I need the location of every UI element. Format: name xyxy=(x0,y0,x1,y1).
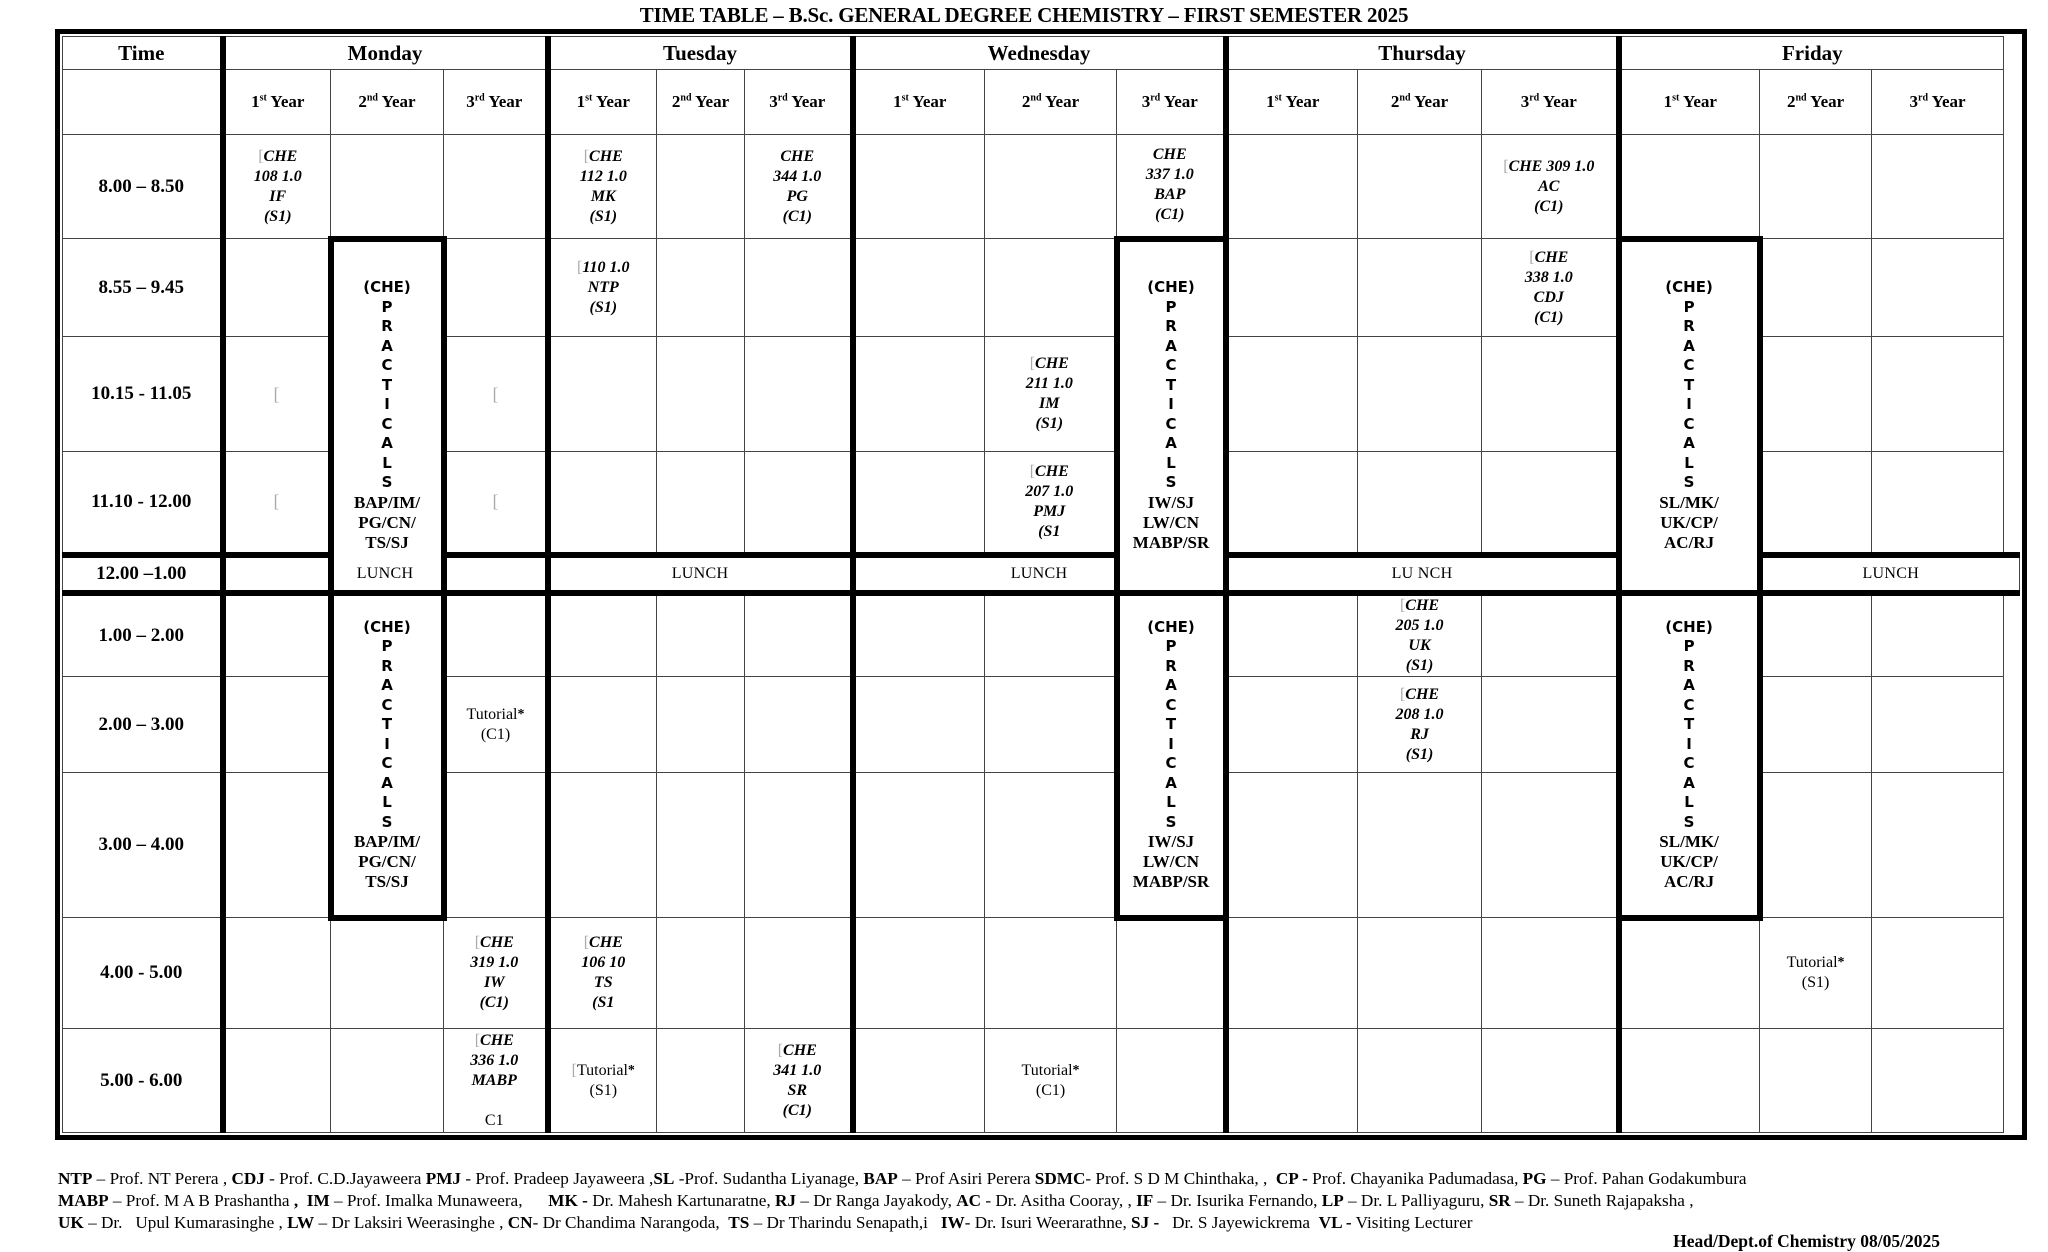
empty-slot xyxy=(853,452,985,555)
empty-slot xyxy=(331,135,444,239)
year-header-wednesday-3: 3rd Year xyxy=(1117,70,1226,135)
empty-slot xyxy=(745,773,853,918)
empty-slot xyxy=(1226,593,1358,677)
practical-block[interactable]: (CHE) P R A C T I C A L S SL/MK/ UK/CP/ AC/RJ xyxy=(1619,593,1760,918)
empty-slot xyxy=(657,239,745,337)
time-slot: 11.10 - 12.00 xyxy=(63,452,223,555)
year-header-thursday-3: 3rd Year xyxy=(1482,70,1619,135)
empty-slot xyxy=(1358,1029,1482,1133)
legend-name: – Prof Asiri Perera xyxy=(897,1169,1035,1188)
course-slot[interactable]: [CHE 341 1.0 SR (C1) xyxy=(745,1029,853,1133)
empty-slot xyxy=(444,773,548,918)
empty-slot xyxy=(331,918,444,1029)
empty-slot xyxy=(745,593,853,677)
empty-slot xyxy=(1760,452,1872,555)
empty-slot xyxy=(444,239,548,337)
empty-slot xyxy=(745,677,853,773)
empty-slot xyxy=(1872,773,2004,918)
course-slot[interactable]: [CHE 319 1.0 IW (C1) xyxy=(444,918,548,1029)
empty-slot xyxy=(853,239,985,337)
empty-slot xyxy=(657,135,745,239)
empty-slot xyxy=(1760,1029,1872,1133)
legend-line xyxy=(58,1168,2038,1190)
year-header-wednesday-1: 1st Year xyxy=(853,70,985,135)
legend-abbr: CN xyxy=(507,1213,533,1232)
empty-slot xyxy=(1619,1029,1760,1133)
legend-abbr: UK xyxy=(58,1213,84,1232)
empty-slot xyxy=(1226,135,1358,239)
course-slot[interactable]: CHE 337 1.0 BAP (C1) xyxy=(1117,135,1226,239)
time-slot-row xyxy=(63,239,2020,337)
empty-slot xyxy=(853,677,985,773)
legend-name: – Prof. Pahan Godakumbura xyxy=(1546,1169,1747,1188)
empty-slot xyxy=(1226,918,1358,1029)
legend-abbr: TS xyxy=(728,1213,750,1232)
empty-slot xyxy=(985,135,1117,239)
empty-slot: [ xyxy=(444,452,548,555)
legend-abbr: IW xyxy=(940,1213,965,1232)
time-slot-row xyxy=(63,593,2020,677)
year-header-thursday-1: 1st Year xyxy=(1226,70,1358,135)
legend-abbr: LP xyxy=(1321,1191,1344,1210)
timetable xyxy=(62,36,2020,1133)
day-header-tuesday: Tuesday xyxy=(548,37,853,70)
legend-name: – Prof. Imalka Munaweera, xyxy=(329,1191,549,1210)
time-slot-row xyxy=(63,1029,2020,1133)
time-header-blank xyxy=(63,70,223,135)
legend-name: Prof. Chayanika Padumadasa, xyxy=(1307,1169,1523,1188)
empty-slot xyxy=(745,918,853,1029)
empty-slot xyxy=(444,135,548,239)
empty-slot xyxy=(1482,773,1619,918)
legend-name: -Prof. Sudantha Liyanage, xyxy=(674,1169,864,1188)
empty-slot xyxy=(657,1029,745,1133)
empty-slot xyxy=(548,593,657,677)
legend-line xyxy=(58,1190,2038,1212)
empty-slot xyxy=(853,918,985,1029)
legend-abbr: NTP xyxy=(58,1169,93,1188)
legend-abbr: , IM xyxy=(293,1191,330,1210)
empty-slot xyxy=(1482,918,1619,1029)
day-header-friday: Friday xyxy=(1619,37,2004,70)
lunch-tuesday: LUNCH xyxy=(548,555,853,593)
course-slot[interactable]: [CHE 208 1.0 RJ (S1) xyxy=(1358,677,1482,773)
practical-block[interactable]: (CHE) P R A C T I C A L S IW/SJ LW/CN MABP/SR xyxy=(1117,593,1226,918)
empty-slot: [ xyxy=(223,337,331,452)
year-header-friday-2: 2nd Year xyxy=(1760,70,1872,135)
year-header-monday-3: 3rd Year xyxy=(444,70,548,135)
page-title: TIME TABLE – B.Sc. GENERAL DEGREE CHEMISTRY – FIRST SEMESTER 2025 xyxy=(639,3,1409,27)
empty-slot xyxy=(223,773,331,918)
legend-name: – Prof. NT Perera , xyxy=(92,1169,232,1188)
legend-abbr: BAP xyxy=(863,1169,898,1188)
year-header-monday-1: 1st Year xyxy=(223,70,331,135)
legend-name: – Dr. L Palliyaguru, xyxy=(1343,1191,1489,1210)
time-slot-row xyxy=(63,918,2020,1029)
empty-slot xyxy=(1619,135,1760,239)
course-slot[interactable]: [CHE 108 1.0 IF (S1) xyxy=(223,135,331,239)
empty-slot xyxy=(657,773,745,918)
timetable-frame xyxy=(55,29,2027,1140)
empty-slot xyxy=(1482,337,1619,452)
empty-slot xyxy=(985,677,1117,773)
tutorial-slot[interactable]: Tutorial* (C1) xyxy=(985,1029,1117,1133)
time-header: Time xyxy=(63,37,223,70)
legend-name: – Dr. Isurika Fernando, xyxy=(1153,1191,1322,1210)
legend-name: Dr. S Jayewickrema xyxy=(1159,1213,1319,1232)
practical-block[interactable]: (CHE) P R A C T I C A L S IW/SJ LW/CN MABP/SR xyxy=(1117,239,1226,593)
empty-slot xyxy=(1872,239,2004,337)
empty-slot xyxy=(223,918,331,1029)
empty-slot xyxy=(331,1029,444,1133)
year-header-tuesday-2: 2nd Year xyxy=(657,70,745,135)
signature: Head/Dept.of Chemistry 08/05/2025 xyxy=(1673,1231,1940,1251)
empty-slot xyxy=(1872,337,2004,452)
empty-slot xyxy=(1872,452,2004,555)
legend-abbr: PMJ xyxy=(425,1169,462,1188)
empty-slot xyxy=(1358,239,1482,337)
legend-name: – Dr Laksiri Weerasinghe , xyxy=(314,1213,508,1232)
year-header-thursday-2: 2nd Year xyxy=(1358,70,1482,135)
practical-block[interactable]: (CHE) P R A C T I C A L S SL/MK/ UK/CP/ AC/RJ xyxy=(1619,239,1760,593)
empty-slot xyxy=(745,337,853,452)
legend-abbr: PG xyxy=(1522,1169,1547,1188)
year-header-wednesday-2: 2nd Year xyxy=(985,70,1117,135)
legend-name: – Dr Tharindu Senapath,i xyxy=(749,1213,941,1232)
course-slot[interactable]: [CHE 338 1.0 CDJ (C1) xyxy=(1482,239,1619,337)
legend-name: – Prof. M A B Prashantha xyxy=(108,1191,294,1210)
empty-slot xyxy=(1482,677,1619,773)
course-slot[interactable]: [110 1.0 NTP (S1) xyxy=(548,239,657,337)
lecturer-legend xyxy=(58,1168,2038,1234)
legend-name: - Prof. S D M Chinthaka, , xyxy=(1085,1169,1276,1188)
course-slot[interactable]: [CHE 106 10 TS (S1 xyxy=(548,918,657,1029)
empty-slot xyxy=(1872,677,2004,773)
empty-slot xyxy=(1358,452,1482,555)
empty-slot xyxy=(1619,918,1760,1029)
empty-slot xyxy=(1872,135,2004,239)
year-header-row xyxy=(63,70,2020,135)
empty-slot xyxy=(548,773,657,918)
empty-slot: [ xyxy=(444,337,548,452)
course-slot[interactable]: [CHE 336 1.0 MABP C1 xyxy=(444,1029,548,1133)
empty-slot xyxy=(223,593,331,677)
lunch-wednesday: LUNCH xyxy=(853,555,1226,593)
time-slot: 12.00 –1.00 xyxy=(63,555,223,593)
empty-slot xyxy=(548,677,657,773)
legend-abbr: AC xyxy=(956,1191,982,1210)
legend-abbr: MABP xyxy=(58,1191,109,1210)
empty-slot xyxy=(548,452,657,555)
empty-slot xyxy=(1760,135,1872,239)
time-slot: 5.00 - 6.00 xyxy=(63,1029,223,1133)
empty-slot xyxy=(985,593,1117,677)
legend-name: Dr. Mahesh Kartunaratne, xyxy=(587,1191,775,1210)
day-header-wednesday: Wednesday xyxy=(853,37,1226,70)
empty-slot xyxy=(223,239,331,337)
empty-slot xyxy=(1760,593,1872,677)
tutorial-slot[interactable]: Tutorial* (C1) xyxy=(444,677,548,773)
empty-slot xyxy=(1872,918,2004,1029)
empty-slot xyxy=(745,452,853,555)
empty-slot xyxy=(1760,337,1872,452)
legend-abbr: SJ - xyxy=(1131,1213,1160,1232)
legend-name: – Dr. Suneth Rajapaksha , xyxy=(1510,1191,1694,1210)
empty-slot xyxy=(853,593,985,677)
year-header-monday-2: 2nd Year xyxy=(331,70,444,135)
empty-slot xyxy=(657,677,745,773)
legend-abbr: CDJ xyxy=(231,1169,265,1188)
legend-name: - Dr. Asitha Cooray, , xyxy=(981,1191,1137,1210)
empty-slot xyxy=(853,1029,985,1133)
empty-slot xyxy=(1358,337,1482,452)
empty-slot xyxy=(1760,773,1872,918)
day-header-thursday: Thursday xyxy=(1226,37,1619,70)
course-slot[interactable]: [CHE 211 1.0 IM (S1) xyxy=(985,337,1117,452)
time-slot: 8.55 – 9.45 xyxy=(63,239,223,337)
time-slot: 4.00 - 5.00 xyxy=(63,918,223,1029)
legend-abbr: SDMC xyxy=(1034,1169,1086,1188)
year-header-friday-3: 3rd Year xyxy=(1872,70,2004,135)
empty-slot xyxy=(657,337,745,452)
legend-name: – Dr. Upul Kumarasinghe , xyxy=(83,1213,288,1232)
legend-abbr: LW xyxy=(287,1213,315,1232)
legend-name: - Prof. C.D.Jayaweera xyxy=(264,1169,426,1188)
empty-slot xyxy=(1482,1029,1619,1133)
legend-abbr: RJ xyxy=(775,1191,797,1210)
empty-slot xyxy=(745,239,853,337)
empty-slot xyxy=(1760,677,1872,773)
time-slot: 1.00 – 2.00 xyxy=(63,593,223,677)
empty-slot xyxy=(853,135,985,239)
empty-slot xyxy=(1358,918,1482,1029)
empty-slot xyxy=(1226,239,1358,337)
time-slot: 3.00 – 4.00 xyxy=(63,773,223,918)
legend-name: - Dr. Isuri Weerarathne, xyxy=(964,1213,1132,1232)
course-slot[interactable]: CHE 344 1.0 PG (C1) xyxy=(745,135,853,239)
time-slot: 10.15 - 11.05 xyxy=(63,337,223,452)
empty-slot xyxy=(1117,1029,1226,1133)
legend-abbr: MK - xyxy=(548,1191,588,1210)
course-slot[interactable]: [CHE 205 1.0 UK (S1) xyxy=(1358,593,1482,677)
legend-name: – Dr Ranga Jayakody, xyxy=(796,1191,957,1210)
course-slot[interactable]: [CHE 112 1.0 MK (S1) xyxy=(548,135,657,239)
empty-slot xyxy=(223,1029,331,1133)
empty-slot xyxy=(1226,1029,1358,1133)
empty-slot xyxy=(1226,773,1358,918)
lunch-friday: LUNCH xyxy=(1760,555,2020,593)
time-slot: 8.00 – 8.50 xyxy=(63,135,223,239)
empty-slot xyxy=(1872,1029,2004,1133)
tutorial-slot[interactable]: [Tutorial* (S1) xyxy=(548,1029,657,1133)
tutorial-slot[interactable]: Tutorial* (S1) xyxy=(1760,918,1872,1029)
legend-name: Visiting Lecturer xyxy=(1351,1213,1473,1232)
empty-slot xyxy=(223,677,331,773)
empty-slot xyxy=(657,593,745,677)
day-header-row xyxy=(63,37,2020,70)
empty-slot xyxy=(1226,337,1358,452)
year-header-tuesday-3: 3rd Year xyxy=(745,70,853,135)
legend-name: - Prof. Pradeep Jayaweera , xyxy=(461,1169,654,1188)
lunch-monday: LUNCH xyxy=(223,555,548,593)
empty-slot xyxy=(1872,593,2004,677)
course-slot[interactable]: [CHE 207 1.0 PMJ (S1 xyxy=(985,452,1117,555)
day-header-monday: Monday xyxy=(223,37,548,70)
empty-slot xyxy=(1358,135,1482,239)
empty-slot xyxy=(1482,593,1619,677)
empty-slot xyxy=(1226,677,1358,773)
legend-abbr: VL - xyxy=(1318,1213,1352,1232)
time-slot: 2.00 – 3.00 xyxy=(63,677,223,773)
empty-slot xyxy=(1482,452,1619,555)
legend-name: - Dr Chandima Narangoda, xyxy=(532,1213,729,1232)
empty-slot xyxy=(657,452,745,555)
empty-slot xyxy=(985,773,1117,918)
practical-block[interactable]: (CHE) P R A C T I C A L S BAP/IM/ PG/CN/ TS/SJ xyxy=(331,239,444,593)
empty-slot xyxy=(985,918,1117,1029)
empty-slot: [ xyxy=(223,452,331,555)
empty-slot xyxy=(853,773,985,918)
empty-slot xyxy=(657,918,745,1029)
empty-slot xyxy=(444,593,548,677)
practical-block[interactable]: (CHE) P R A C T I C A L S BAP/IM/ PG/CN/ TS/SJ xyxy=(331,593,444,918)
lunch-thursday: LU NCH xyxy=(1226,555,1619,593)
legend-abbr: IF xyxy=(1136,1191,1154,1210)
year-header-friday-1: 1st Year xyxy=(1619,70,1760,135)
empty-slot xyxy=(1117,918,1226,1029)
legend-abbr: CP - xyxy=(1275,1169,1308,1188)
empty-slot xyxy=(1760,239,1872,337)
empty-slot xyxy=(1358,773,1482,918)
empty-slot xyxy=(853,337,985,452)
empty-slot xyxy=(548,337,657,452)
year-header-tuesday-1: 1st Year xyxy=(548,70,657,135)
empty-slot xyxy=(1226,452,1358,555)
legend-abbr: SL xyxy=(653,1169,675,1188)
empty-slot xyxy=(985,239,1117,337)
course-slot[interactable]: [CHE 309 1.0 AC (C1) xyxy=(1482,135,1619,239)
legend-abbr: SR xyxy=(1488,1191,1511,1210)
time-slot-row xyxy=(63,135,2020,239)
